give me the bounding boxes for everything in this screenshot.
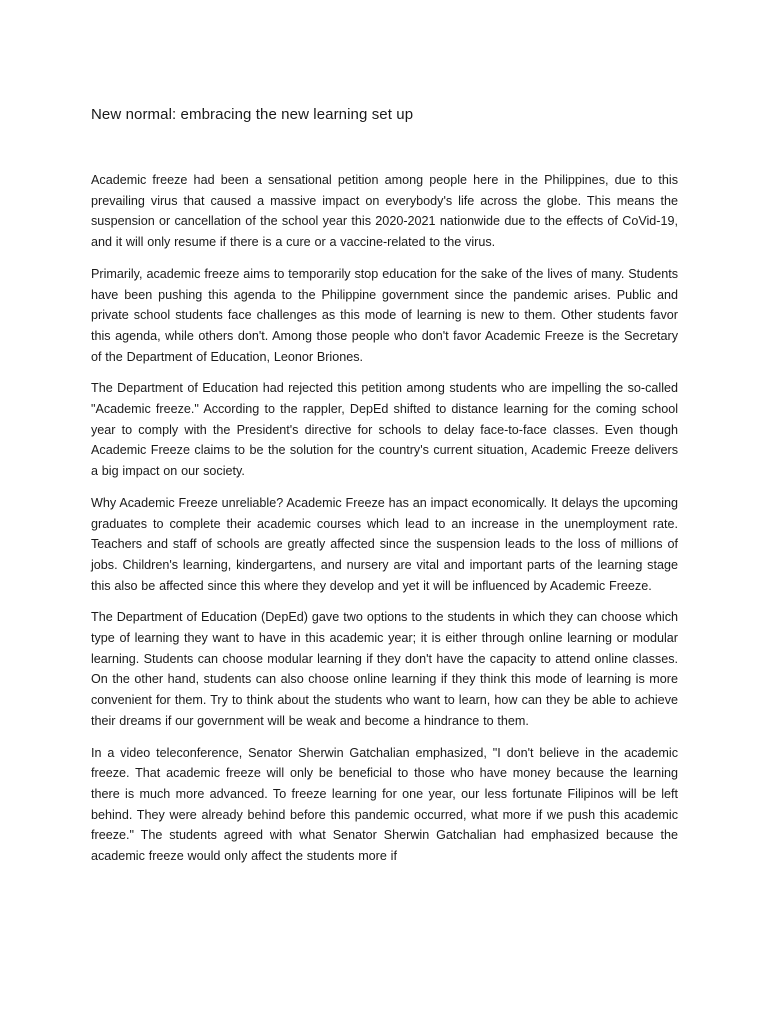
paragraph-academic-freeze-intro: Academic freeze had been a sensational petition among people here in the Philippines, due to this prevailing virus that caused a massive impact on everybody's life across the globe. This means the suspension or cancellation of the school year this 2020-2021 nationwide due to the effects of CoVid-19, and it will only resume if there is a cure or a vaccine-related to the virus. xyxy=(91,173,678,250)
paragraph-learning-options: The Department of Education (DepEd) gave two options to the students in which they can choose which type of learning they want to have in this academic year; it is either through online learning or modular learning. Students can choose modular learning if they don't have the capacity to attend online classes. On the other hand, students can also choose online learning if they think this mode of learning is more convenient for them. Try to think about the students who want to learn, how can they be able to achieve their dreams if our government will be weak and become a hindrance to them. xyxy=(91,610,678,728)
document-title: New normal: embracing the new learning set up xyxy=(91,106,414,123)
paragraph-academic-freeze-aims: Primarily, academic freeze aims to temporarily stop education for the sake of the lives of many. Students have been pushing this agenda to the Philippine government since the pandemic arises. Public and private school students face challenges as this mode of learning is new to them. Other students favor this agenda, while others don't. Among those people who don't favor Academic Freeze is the Secretary of the Department of Education, Leonor Briones. xyxy=(91,266,678,364)
document-body xyxy=(91,104,678,878)
paragraph-economic-impact: Why Academic Freeze unreliable? Academic Freeze has an impact economically. It delays the upcoming graduates to complete their academic courses which lead to an increase in the unemployment rate. Teachers and staff of schools are greatly affected since the suspension leads to the loss of millions of jobs. Children's learning, kindergartens, and nursery are vital and important parts of the learning stage this also be affected since this where they develop and yet it will be influenced by Academic Freeze. xyxy=(91,495,678,593)
paragraph-senator-quote: In a video teleconference, Senator Sherwin Gatchalian emphasized, "I don't believe in the academic freeze. That academic freeze will only be beneficial to those who have money because the learning there is much more advanced. To freeze learning for one year, our less fortunate Filipinos will be left behind. They were already behind before this pandemic occurred, what more if we push this academic freeze." The students agreed with what Senator Sherwin Gatchalian had emphasized because the academic freeze would only affect the students more if xyxy=(91,745,678,864)
paragraph-deped-rejection: The Department of Education had rejected this petition among students who are impelling the so-called "Academic freeze." According to the rappler, DepEd shifted to distance learning for the coming school year to comply with the President's directive for schools to delay face-to-face classes. Even though Academic Freeze claims to be the solution for the country's current situation, Academic Freeze delivers a big impact on our society. xyxy=(91,381,678,479)
